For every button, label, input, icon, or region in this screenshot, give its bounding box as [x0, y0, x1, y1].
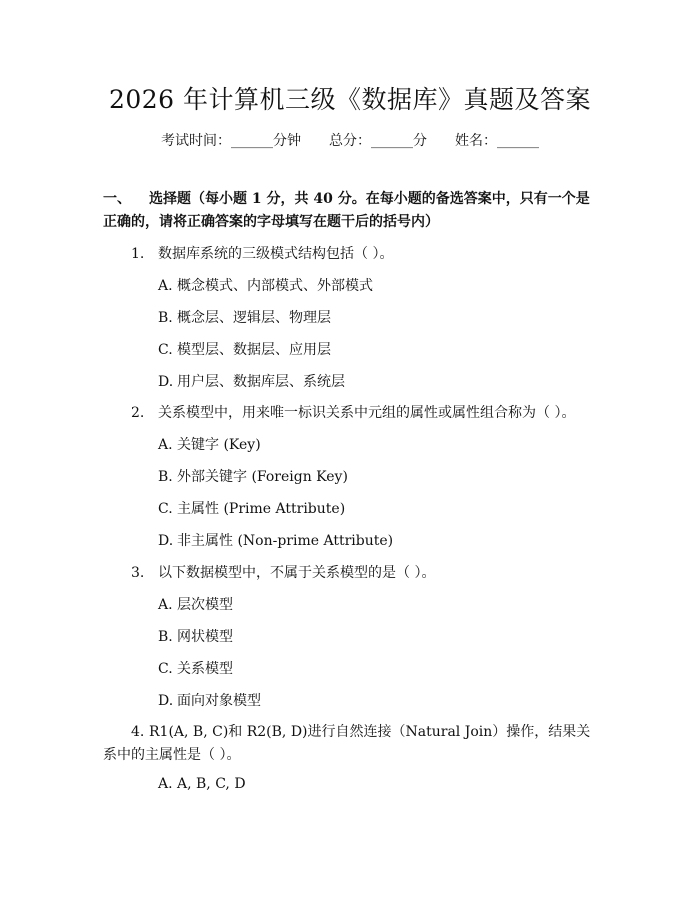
section-number: 一、	[103, 191, 131, 207]
question-text: R1(A, B, C)和 R2(B, D)进行自然连接（Natural Join）操作，结果关系中的主属性是（ ）。	[103, 724, 591, 763]
option-letter: C.	[158, 661, 173, 677]
option-item	[158, 275, 373, 295]
question-stem	[131, 243, 393, 263]
option-letter: D.	[158, 374, 174, 390]
option-text: 外部关键字 (Foreign Key)	[177, 469, 348, 485]
option-text: 面向对象模型	[177, 693, 261, 709]
score-unit: 分	[413, 133, 427, 149]
option-item	[158, 626, 233, 646]
section-heading	[103, 188, 598, 234]
option-item	[158, 339, 331, 359]
question-number: 1.	[131, 246, 145, 262]
option-item	[158, 594, 233, 614]
section-instructions: 选择题（每小题 1 分，共 40 分。在每小题的备选答案中，只有一个是正确的，请将正确答案的字母填写在题干后的括号内）	[103, 191, 590, 230]
option-item	[158, 371, 345, 391]
name-blank: ______	[497, 133, 539, 149]
option-letter: B.	[158, 310, 173, 326]
option-letter: C.	[158, 501, 173, 517]
option-item	[158, 776, 246, 792]
score-blank: ______	[371, 133, 413, 149]
question-stem	[131, 402, 575, 422]
question-stem	[131, 562, 435, 582]
question-number: 2.	[131, 405, 145, 421]
option-item	[158, 434, 261, 454]
question-text: 关系模型中，用来唯一标识关系中元组的属性或属性组合称为（ ）。	[158, 405, 576, 421]
question-number: 3.	[131, 565, 145, 581]
time-unit: 分钟	[273, 133, 301, 149]
option-text: 用户层、数据库层、系统层	[177, 374, 345, 390]
time-label: 考试时间：	[161, 133, 231, 149]
option-text: 层次模型	[177, 597, 233, 613]
option-letter: A.	[158, 437, 173, 453]
question-text: 数据库系统的三级模式结构包括（ ）。	[158, 246, 394, 262]
option-item	[158, 658, 233, 678]
score-label: 总分：	[329, 133, 371, 149]
option-text: 关系模型	[177, 661, 233, 677]
option-text: 概念模式、内部模式、外部模式	[177, 278, 373, 294]
question-number: 4.	[131, 724, 145, 740]
option-text: 模型层、数据层、应用层	[177, 342, 331, 358]
option-letter: A.	[158, 278, 173, 294]
option-text: A, B, C, D	[177, 776, 246, 792]
option-letter: B.	[158, 469, 173, 485]
option-letter: C.	[158, 342, 173, 358]
option-text: 网状模型	[177, 629, 233, 645]
question-stem	[103, 721, 598, 767]
option-text: 主属性 (Prime Attribute)	[177, 501, 346, 517]
option-item	[158, 690, 261, 710]
option-item	[158, 307, 331, 327]
option-text: 非主属性 (Non-prime Attribute)	[177, 533, 394, 549]
name-label: 姓名：	[455, 133, 497, 149]
option-letter: A.	[158, 597, 173, 613]
option-letter: D.	[158, 693, 174, 709]
exam-info-line	[0, 130, 700, 150]
page-title: 2026 年计算机三级《数据库》真题及答案	[108, 85, 592, 114]
option-letter: A.	[158, 776, 173, 792]
option-text: 关键字 (Key)	[177, 437, 261, 453]
option-letter: B.	[158, 629, 173, 645]
question-text: 以下数据模型中，不属于关系模型的是（ ）。	[158, 565, 436, 581]
time-blank: ______	[231, 133, 273, 149]
option-item	[158, 498, 345, 518]
option-item	[158, 466, 348, 486]
option-item	[158, 530, 393, 550]
option-text: 概念层、逻辑层、物理层	[177, 310, 331, 326]
option-letter: D.	[158, 533, 174, 549]
